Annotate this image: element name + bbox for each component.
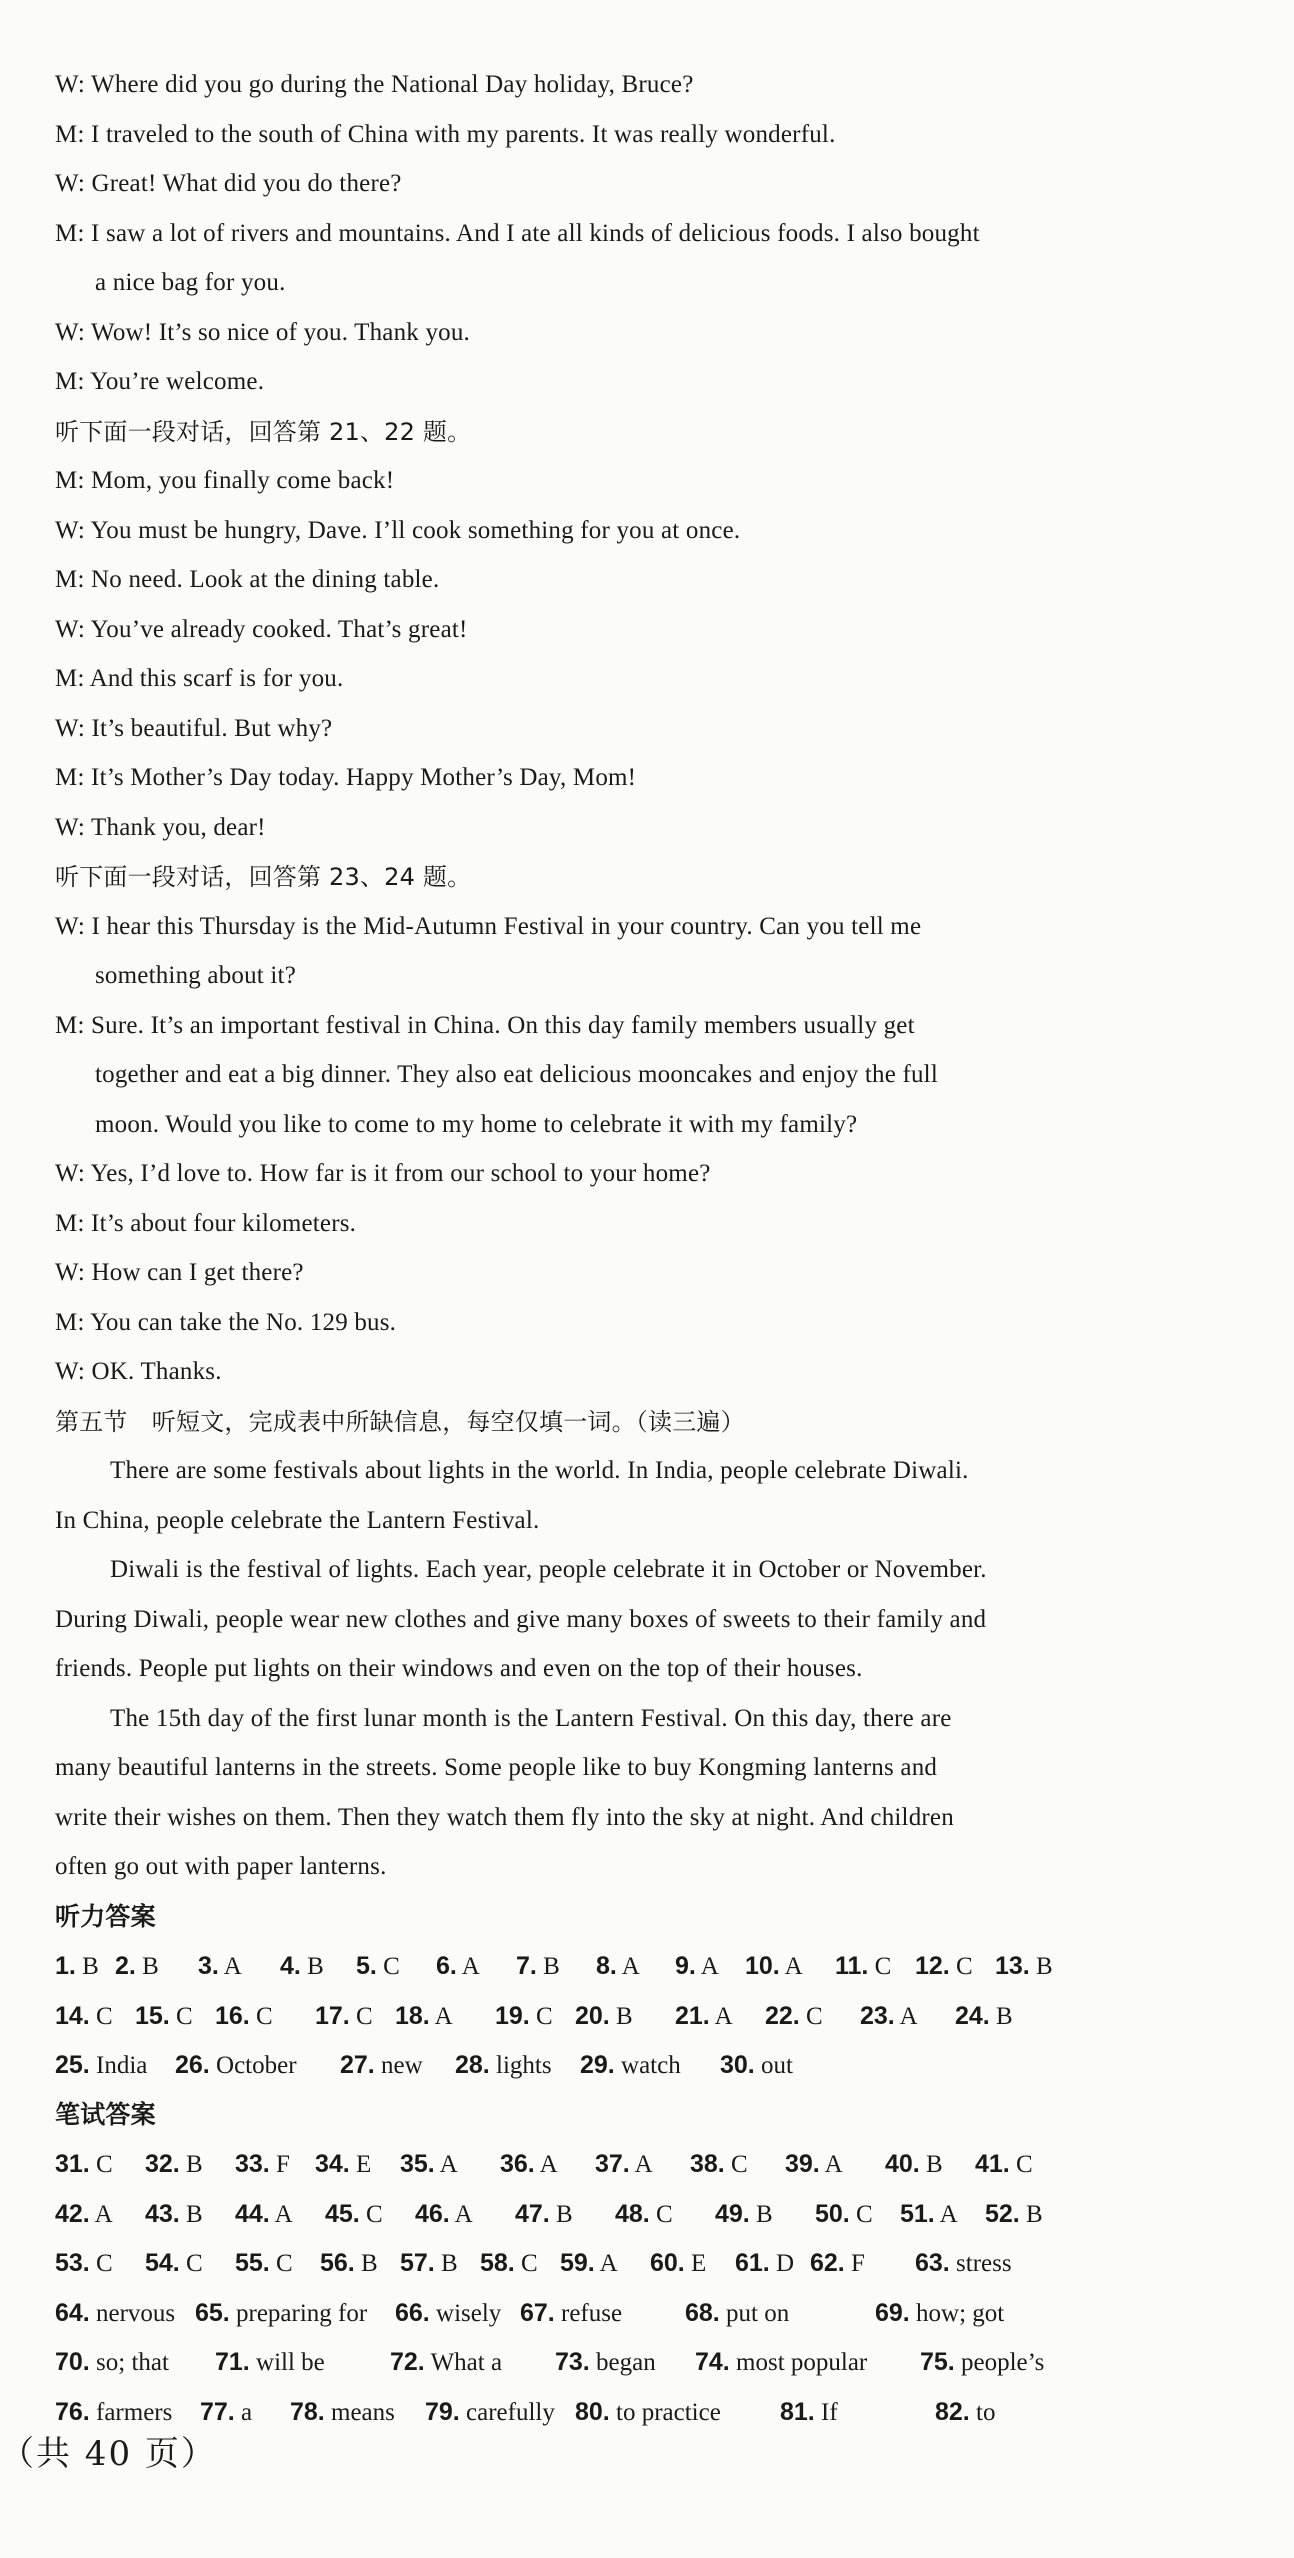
answer-item <box>745 1949 803 1984</box>
answer-item <box>395 2296 501 2331</box>
answer-number: 67. <box>520 2299 555 2327</box>
answer-row <box>55 2395 1115 2429</box>
answer-item <box>215 2345 325 2380</box>
answer-value: lights <box>489 2052 552 2079</box>
answer-value: people’s <box>954 2349 1045 2376</box>
answer-item <box>985 2197 1043 2232</box>
answer-item <box>198 1949 242 1984</box>
answer-number: 55. <box>235 2249 270 2277</box>
answer-number: 48. <box>615 2200 650 2228</box>
answer-number: 51. <box>900 2200 935 2228</box>
answer-value: B <box>135 1953 159 1980</box>
answer-value: October <box>209 2052 297 2079</box>
answer-item <box>145 2246 203 2281</box>
answer-item <box>55 1949 99 1984</box>
answer-value: refuse <box>554 2300 623 2327</box>
answer-item <box>425 2395 555 2430</box>
dialogue-line: W: Wow! It’s so nice of you. Thank you. <box>55 319 471 346</box>
answer-number: 38. <box>690 2150 725 2178</box>
answer-number: 65. <box>195 2299 230 2327</box>
answer-number: 45. <box>325 2200 360 2228</box>
answer-number: 70. <box>55 2348 90 2376</box>
answer-item <box>596 1949 640 1984</box>
answer-item <box>875 2296 1004 2331</box>
answer-number: 22. <box>765 2002 800 2030</box>
answer-value: A <box>534 2151 558 2178</box>
dialogue-line: W: I hear this Thursday is the Mid-Autumn Festival in your country. Can you tell me <box>55 913 922 940</box>
answer-value: C <box>1009 2151 1033 2178</box>
dialogue-line: W: How can I get there? <box>55 1259 304 1286</box>
answer-number: 3. <box>198 1952 219 1980</box>
answer-item <box>55 2395 172 2430</box>
answer-row <box>55 2345 1115 2379</box>
answer-value: C <box>349 2003 373 2030</box>
dialogue-line: W: You’ve already cooked. That’s great! <box>55 616 468 643</box>
answer-item <box>325 2197 383 2232</box>
answer-item <box>356 1949 400 1984</box>
section-5-title: 第五节 听短文，完成表中所缺信息，每空仅填一词。（读三遍） <box>55 1408 745 1436</box>
answer-item <box>436 1949 480 1984</box>
answer-item <box>315 1999 373 2034</box>
answer-number: 54. <box>145 2249 180 2277</box>
dialogue-line: M: I traveled to the south of China with my parents. It was really wonderful. <box>55 121 836 148</box>
answer-item <box>780 2395 838 2430</box>
answer-value: A <box>629 2151 653 2178</box>
answer-item <box>860 1999 918 2034</box>
answer-value: A <box>449 2201 473 2228</box>
answer-item <box>815 2197 873 2232</box>
answer-number: 17. <box>315 2002 350 2030</box>
answer-number: 62. <box>810 2249 845 2277</box>
answer-number: 72. <box>390 2348 425 2376</box>
answer-value: B <box>749 2201 773 2228</box>
answer-row <box>55 2296 1115 2330</box>
answer-item <box>340 2048 423 2083</box>
answer-number: 53. <box>55 2249 90 2277</box>
answer-item <box>580 2048 681 2083</box>
answer-item <box>690 2147 748 2182</box>
answer-value: C <box>529 2003 553 2030</box>
answer-item <box>520 2296 622 2331</box>
answer-value: a <box>234 2399 253 2426</box>
answer-row <box>55 2246 1115 2280</box>
answer-number: 18. <box>395 2002 430 2030</box>
answer-value: B <box>549 2201 573 2228</box>
passage-line: many beautiful lanterns in the streets. Some people like to buy Kongming lanterns and <box>55 1754 938 1781</box>
answer-item <box>995 1949 1053 1984</box>
passage-line: There are some festivals about lights in the world. In India, people celebrate Diwali. <box>110 1457 969 1484</box>
answer-value: D <box>769 2250 795 2277</box>
answer-number: 9. <box>675 1952 696 1980</box>
answer-item <box>55 2147 113 2182</box>
answer-item <box>955 1999 1013 2034</box>
answer-value: A <box>429 2003 453 2030</box>
answer-value: put on <box>719 2300 790 2327</box>
answer-value: out <box>754 2052 793 2079</box>
answer-item <box>400 2147 458 2182</box>
answer-item <box>455 2048 552 2083</box>
answer-item <box>55 1999 113 2034</box>
answer-item <box>516 1949 560 1984</box>
answer-number: 42. <box>55 2200 90 2228</box>
dialogue-line: M: No need. Look at the dining table. <box>55 566 440 593</box>
answer-number: 59. <box>560 2249 595 2277</box>
answer-row <box>55 1949 1115 1983</box>
dialogue-line: M: You’re welcome. <box>55 368 265 395</box>
dialogue-line: M: I saw a lot of rivers and mountains. And I ate all kinds of delicious foods. I also bought <box>55 220 980 247</box>
dialogue-line: M: It’s Mother’s Day today. Happy Mother’s Day, Mom! <box>55 764 637 791</box>
answer-item <box>765 1999 823 2034</box>
answer-item <box>195 2296 367 2331</box>
answer-number: 27. <box>340 2051 375 2079</box>
answer-value: C <box>724 2151 748 2178</box>
answer-number: 44. <box>235 2200 270 2228</box>
answer-number: 30. <box>720 2051 755 2079</box>
answer-item <box>415 2197 473 2232</box>
written-answers-title: 笔试答案 <box>55 2100 156 2129</box>
answer-value: F <box>844 2250 865 2277</box>
answer-number: 63. <box>915 2249 950 2277</box>
answer-number: 31. <box>55 2150 90 2178</box>
answer-value: preparing for <box>229 2300 368 2327</box>
answer-value: If <box>814 2399 838 2426</box>
answer-value: A <box>616 1953 640 1980</box>
answer-item <box>835 1949 891 1984</box>
answer-item <box>500 2147 558 2182</box>
answer-number: 8. <box>596 1952 617 1980</box>
answer-row <box>55 2147 1115 2181</box>
answer-value: to practice <box>609 2399 721 2426</box>
answer-number: 19. <box>495 2002 530 2030</box>
dialogue-line: W: Where did you go during the National Day holiday, Bruce? <box>55 71 694 98</box>
listening-answers-title: 听力答案 <box>55 1902 156 1931</box>
dialogue-line-cont: together and eat a big dinner. They also eat delicious mooncakes and enjoy the full <box>95 1061 938 1088</box>
answer-value: E <box>349 2151 372 2178</box>
answer-value: C <box>169 2003 193 2030</box>
answer-number: 81. <box>780 2398 815 2426</box>
answer-item <box>200 2395 252 2430</box>
answer-value: A <box>89 2201 113 2228</box>
answer-value: C <box>868 1953 892 1980</box>
answer-number: 40. <box>885 2150 920 2178</box>
answer-item <box>235 2246 293 2281</box>
answer-item <box>215 1999 273 2034</box>
answer-value: C <box>89 2250 113 2277</box>
answer-item <box>715 2197 773 2232</box>
answer-value: so; that <box>89 2349 169 2376</box>
answer-item <box>885 2147 943 2182</box>
answer-value: most popular <box>729 2349 868 2376</box>
answer-item <box>145 2147 203 2182</box>
answer-number: 36. <box>500 2150 535 2178</box>
answer-value: nervous <box>89 2300 176 2327</box>
answer-item <box>915 1949 973 1984</box>
answer-row <box>55 1999 1115 2033</box>
answer-number: 1. <box>55 1952 76 1980</box>
answer-number: 56. <box>320 2249 355 2277</box>
answer-number: 47. <box>515 2200 550 2228</box>
answer-number: 35. <box>400 2150 435 2178</box>
answer-value: B <box>989 2003 1013 2030</box>
answer-number: 29. <box>580 2051 615 2079</box>
answer-number: 75. <box>920 2348 955 2376</box>
answer-item <box>290 2395 395 2430</box>
answer-item <box>935 2395 995 2430</box>
answer-value: India <box>89 2052 148 2079</box>
passage-line: friends. People put lights on their windows and even on the top of their houses. <box>55 1655 863 1682</box>
answer-item <box>115 1949 159 1984</box>
answer-value: A <box>434 2151 458 2178</box>
answer-item <box>55 2197 113 2232</box>
answer-item <box>575 1999 633 2034</box>
answer-number: 50. <box>815 2200 850 2228</box>
answer-item <box>575 2395 721 2430</box>
answer-number: 16. <box>215 2002 250 2030</box>
passage-line: During Diwali, people wear new clothes and give many boxes of sweets to their family and <box>55 1606 987 1633</box>
answer-value: began <box>589 2349 656 2376</box>
answer-value: new <box>374 2052 423 2079</box>
answer-item <box>555 2345 656 2380</box>
answer-value: E <box>684 2250 707 2277</box>
dialogue-line-cont: a nice bag for you. <box>95 269 286 296</box>
answer-value: A <box>456 1953 480 1980</box>
answer-value: A <box>695 1953 719 1980</box>
answer-value: farmers <box>89 2399 173 2426</box>
answer-number: 58. <box>480 2249 515 2277</box>
answer-value: B <box>1029 1953 1053 1980</box>
answer-number: 52. <box>985 2200 1020 2228</box>
answer-number: 41. <box>975 2150 1010 2178</box>
dialogue-line: W: Yes, I’d love to. How far is it from our school to your home? <box>55 1160 711 1187</box>
passage-line: write their wishes on them. Then they watch them fly into the sky at night. And children <box>55 1804 954 1831</box>
passage-line: In China, people celebrate the Lantern Festival. <box>55 1507 540 1534</box>
answer-number: 46. <box>415 2200 450 2228</box>
answer-value: B <box>919 2151 943 2178</box>
answer-value: B <box>1019 2201 1043 2228</box>
answer-number: 21. <box>675 2002 710 2030</box>
answer-value: A <box>779 1953 803 1980</box>
answer-number: 73. <box>555 2348 590 2376</box>
answer-number: 79. <box>425 2398 460 2426</box>
answer-value: C <box>89 2151 113 2178</box>
answer-item <box>720 2048 793 2083</box>
answer-value: C <box>249 2003 273 2030</box>
answer-value: C <box>89 2003 113 2030</box>
answer-number: 24. <box>955 2002 990 2030</box>
answer-item <box>480 2246 538 2281</box>
passage-line: Diwali is the festival of lights. Each year, people celebrate it in October or November. <box>110 1556 987 1583</box>
answer-number: 28. <box>455 2051 490 2079</box>
answer-number: 20. <box>575 2002 610 2030</box>
answer-item <box>395 1999 453 2034</box>
dialogue-line: M: And this scarf is for you. <box>55 665 344 692</box>
answer-value: will be <box>249 2349 325 2376</box>
answer-value: C <box>799 2003 823 2030</box>
answer-row <box>55 2048 1115 2082</box>
answer-value: A <box>934 2201 958 2228</box>
dialogue-line-cont: moon. Would you like to come to my home to celebrate it with my family? <box>95 1111 858 1138</box>
answer-value: C <box>514 2250 538 2277</box>
answer-item <box>735 2246 794 2281</box>
answer-number: 25. <box>55 2051 90 2079</box>
answer-item <box>495 1999 553 2034</box>
answer-number: 66. <box>395 2299 430 2327</box>
answer-value: A <box>218 1953 242 1980</box>
answer-value: C <box>376 1953 400 1980</box>
dialogue-line-cont: something about it? <box>95 962 296 989</box>
answer-value: C <box>179 2250 203 2277</box>
answer-item <box>55 2246 113 2281</box>
passage-line: often go out with paper lanterns. <box>55 1853 387 1880</box>
answer-item <box>55 2296 175 2331</box>
answer-number: 10. <box>745 1952 780 1980</box>
answer-number: 39. <box>785 2150 820 2178</box>
answer-number: 49. <box>715 2200 750 2228</box>
answer-value: A <box>894 2003 918 2030</box>
answer-value: carefully <box>459 2399 555 2426</box>
answer-number: 60. <box>650 2249 685 2277</box>
answer-value: B <box>609 2003 633 2030</box>
dialogue-line: W: Great! What did you do there? <box>55 170 402 197</box>
answer-item <box>650 2246 706 2281</box>
answer-number: 32. <box>145 2150 180 2178</box>
answer-number: 14. <box>55 2002 90 2030</box>
answer-value: B <box>75 1953 99 1980</box>
answer-item <box>55 2048 147 2083</box>
answer-number: 11. <box>835 1952 869 1980</box>
answer-number: 68. <box>685 2299 720 2327</box>
answer-item <box>560 2246 618 2281</box>
dialogue-line: M: It’s about four kilometers. <box>55 1210 357 1237</box>
answer-item <box>595 2147 653 2182</box>
answer-value: C <box>949 1953 973 1980</box>
answer-value: B <box>434 2250 458 2277</box>
answer-number: 5. <box>356 1952 377 1980</box>
instruction-23-24: 听下面一段对话，回答第 23、24 题。 <box>55 863 472 891</box>
answer-value: C <box>269 2250 293 2277</box>
answer-number: 33. <box>235 2150 270 2178</box>
answer-number: 37. <box>595 2150 630 2178</box>
answer-value: C <box>359 2201 383 2228</box>
answer-item <box>315 2147 371 2182</box>
instruction-21-22: 听下面一段对话，回答第 21、22 题。 <box>55 418 472 446</box>
answer-item <box>900 2197 958 2232</box>
answer-number: 4. <box>280 1952 301 1980</box>
answer-value: A <box>594 2250 618 2277</box>
answer-value: B <box>300 1953 324 1980</box>
answer-item <box>975 2147 1033 2182</box>
answer-row <box>55 2197 1115 2231</box>
answer-value: wisely <box>429 2300 502 2327</box>
answer-value: What a <box>424 2349 503 2376</box>
answer-value: to <box>969 2399 996 2426</box>
answer-item <box>685 2296 789 2331</box>
answer-value: A <box>819 2151 843 2178</box>
answer-item <box>695 2345 867 2380</box>
dialogue-line: W: You must be hungry, Dave. I’ll cook something for you at once. <box>55 517 741 544</box>
answer-number: 82. <box>935 2398 970 2426</box>
answer-item <box>55 2345 169 2380</box>
dialogue-line: M: You can take the No. 129 bus. <box>55 1309 397 1336</box>
dialogue-line: M: Mom, you finally come back! <box>55 467 395 494</box>
answer-number: 34. <box>315 2150 350 2178</box>
answer-item <box>915 2246 1012 2281</box>
answer-number: 74. <box>695 2348 730 2376</box>
answer-value: B <box>179 2151 203 2178</box>
answer-number: 78. <box>290 2398 325 2426</box>
answer-number: 69. <box>875 2299 910 2327</box>
answer-value: F <box>269 2151 290 2178</box>
answer-number: 71. <box>215 2348 250 2376</box>
answer-value: B <box>354 2250 378 2277</box>
answer-number: 80. <box>575 2398 610 2426</box>
dialogue-line: W: Thank you, dear! <box>55 814 266 841</box>
answer-item <box>920 2345 1044 2380</box>
answer-item <box>235 2147 290 2182</box>
answer-number: 2. <box>115 1952 136 1980</box>
answer-number: 43. <box>145 2200 180 2228</box>
answer-value: C <box>649 2201 673 2228</box>
answer-item <box>175 2048 297 2083</box>
answer-number: 6. <box>436 1952 457 1980</box>
answer-number: 13. <box>995 1952 1030 1980</box>
answer-value: B <box>536 1953 560 1980</box>
answer-value: C <box>849 2201 873 2228</box>
answer-number: 64. <box>55 2299 90 2327</box>
dialogue-line: W: OK. Thanks. <box>55 1358 222 1385</box>
answer-item <box>235 2197 293 2232</box>
answer-number: 76. <box>55 2398 90 2426</box>
answer-value: A <box>269 2201 293 2228</box>
answer-value: A <box>709 2003 733 2030</box>
answer-item <box>400 2246 458 2281</box>
answer-number: 12. <box>915 1952 950 1980</box>
answer-item <box>280 1949 324 1984</box>
answer-item <box>515 2197 573 2232</box>
dialogue-line: M: Sure. It’s an important festival in China. On this day family members usually get <box>55 1012 915 1039</box>
answer-value: how; got <box>909 2300 1005 2327</box>
answer-value: stress <box>949 2250 1012 2277</box>
answer-item <box>675 1949 719 1984</box>
answer-item <box>615 2197 673 2232</box>
answer-number: 23. <box>860 2002 895 2030</box>
answer-value: watch <box>614 2052 681 2079</box>
answer-value: means <box>324 2399 395 2426</box>
answer-item <box>390 2345 502 2380</box>
answer-number: 26. <box>175 2051 210 2079</box>
answer-item <box>675 1999 733 2034</box>
answer-item <box>135 1999 193 2034</box>
dialogue-line: W: It’s beautiful. But why? <box>55 715 333 742</box>
answer-item <box>145 2197 203 2232</box>
answer-number: 57. <box>400 2249 435 2277</box>
answer-number: 61. <box>735 2249 770 2277</box>
answer-number: 7. <box>516 1952 537 1980</box>
answer-number: 15. <box>135 2002 170 2030</box>
answer-item <box>810 2246 865 2281</box>
answer-item <box>320 2246 378 2281</box>
page-count-footer: （共 40 页） <box>0 2434 217 2474</box>
passage-line: The 15th day of the first lunar month is the Lantern Festival. On this day, there are <box>110 1705 952 1732</box>
answer-value: B <box>179 2201 203 2228</box>
answer-number: 77. <box>200 2398 235 2426</box>
answer-item <box>785 2147 843 2182</box>
